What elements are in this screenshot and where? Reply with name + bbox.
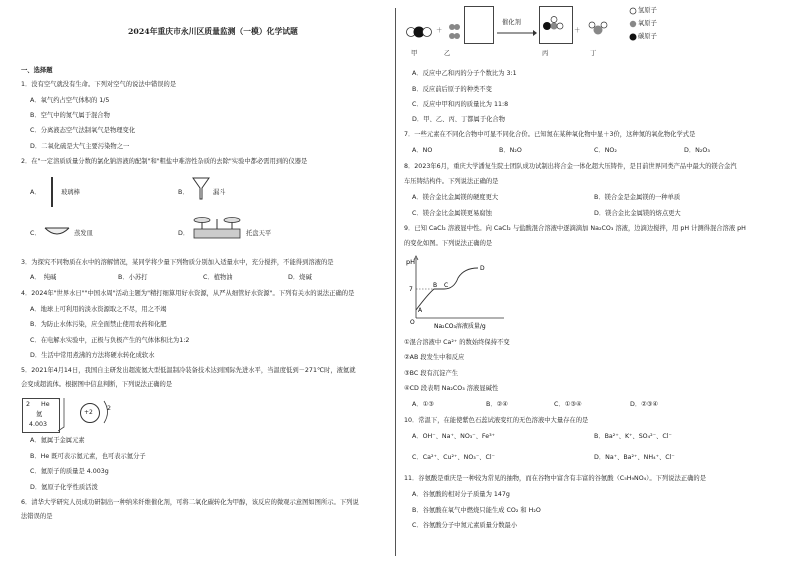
electron-count: 2 [107,405,112,412]
q8-option-d: D．镁合金比金属镁的熔点更大 [594,210,681,217]
q4-option-a: A．地球上可利用的淡水资源取之不尽，用之不竭 [30,306,167,313]
element-cell-3d-edge [58,398,66,437]
q5-option-a: A．氦属于金属元素 [30,437,85,444]
funnel-icon [192,176,210,203]
q3-option-b: B．小苏打 [118,274,148,281]
graph-tick-7: 7 [409,286,413,293]
q9-option-d: D．②③④ [630,401,659,408]
question-11-stem: 11．谷氨酸是重庆是一种较为常见的抽物，而在谷物中富含有丰富的谷氨酸（C₅H₉NO₄）。下列说法正确的是 [404,475,706,482]
q8-option-c: C．镁合金比金属镁更易腐蚀 [412,210,492,217]
q8-option-a: A．镁合金比金属镁的硬度更大 [412,194,499,201]
graph-point-b: B [433,282,438,289]
q2-label-c: 蒸发皿 [74,230,93,237]
label-ding: 丁 [590,50,597,57]
q4-option-d: D．生活中常用煮沸的方法将硬水转化成软水 [30,352,155,359]
q7-option-d: D．N₂O₃ [684,147,710,154]
question-8-stem-line-1: 8．2023年6月，重庆大学潘复生院士团队成功试制出将合金一体化超大压铸件，是目前世界同类产品中最大的镁合金汽 [404,163,737,170]
q5-option-d: D．氦原子化学性质活泼 [30,484,98,491]
reactants-box [464,6,494,44]
section-heading: 一、选择题 [21,67,53,74]
q2-label-d: 托盘天平 [246,230,272,237]
legend-oxygen-icon [629,20,637,31]
question-8-stem-line-2: 车压铸结构件。下列说法正确的是 [404,178,499,185]
legend-hydrogen-icon [629,7,637,18]
q5-option-b: B．He 既可表示氦元素，也可表示氦分子 [30,453,146,460]
graph-origin: O [410,319,415,326]
question-9-stem-line-1: 9．已知 CaCl₂ 溶液显中性。向 CaCl₂ 与盐酸混合溶液中逐滴滴加 Na₂CO₃ 溶液，边滴边搅拌，用 pH 计测得混合溶液 pH [404,225,746,232]
label-yi: 乙 [444,50,451,57]
q1-option-a: A．氧气约占空气体积的 1/5 [30,97,110,104]
question-7-stem: 7．一些元素在不同化合物中可显不同化合价。已知氮在某种氧化物中显＋3价，这种氮的氧化物化学式是 [404,131,696,138]
catalyst-label: 催化剂 [502,19,521,26]
q2-option-c: C． [30,230,41,237]
q9-option-a: A．①③ [412,401,434,408]
question-5-stem-line-1: 5．2021年4月14日，我国自主研发出超流氦大型低温制冷装备技术达到国际先进水平，当温度低到－271℃时，液氦就 [21,367,356,374]
legend-carbon: 碳原子 [638,33,657,40]
q10-option-a: A．OH⁻、Na⁺、NO₃⁻、Fe³⁺ [412,433,495,440]
legend-carbon-icon [629,33,637,44]
q8-option-b: B．镁合金是金属镁的一种单质 [594,194,681,201]
q7-option-c: C．NO₂ [594,147,617,154]
element-symbol: He [41,401,50,408]
q9-statement-1: ①混合溶液中 Ca²⁺ 的数始终保持不变 [404,339,510,346]
q3-option-a: A． 纯碱 [30,274,57,281]
q11-option-a: A．谷氨酸的相对分子质量为 147g [412,491,510,498]
legend-oxygen: 氧原子 [638,20,657,27]
q6-option-b: B．反应前后原子的种类不变 [412,86,492,93]
q9-statement-2: ②AB 段发生中和反应 [404,354,465,361]
question-9-stem-line-2: 的变化如图。下列说法正确的是 [404,240,493,247]
q9-statement-3: ③BC 段有沉淀产生 [404,370,459,377]
page-title: 2024年重庆市永川区质量监测（一模）化学试题 [128,27,298,36]
q9-option-c: C．①③④ [554,401,582,408]
q2-option-a: A． [30,189,41,196]
q2-option-d: D． [178,230,190,237]
reaction-arrow [497,29,537,40]
graph-ylabel: pH [406,258,416,266]
question-6-stem-line-1: 6．清华大学研究人员成功研制出一种纳米纤维催化剂，可将二氧化碳转化为甲醇，该反应的微观示意图如图所示。下列说 [21,499,359,506]
atomic-mass: 4.003 [29,421,48,428]
q1-option-c: C．分离液态空气法制氧气是物理变化 [30,127,136,134]
product-d-molecule [587,20,609,39]
question-2-stem: 2．在"一定溶质质量分数的氯化钠溶液的配制"和"粗盐中难溶性杂质的去除"实验中都必需用到的仪器是 [21,158,308,165]
right-column [404,0,778,562]
q9-statement-4: ④CD 段表明 Na₂CO₃ 溶液显碱性 [404,385,499,392]
product-c-molecule [542,16,568,39]
label-jia: 甲 [411,50,418,57]
q1-option-b: B．空气中的氮气属于混合物 [30,112,110,119]
element-name: 氦 [36,411,43,418]
label-bing: 丙 [542,50,549,57]
q10-option-c: C．Ca²⁺、Cu²⁺、NO₃⁻、Cl⁻ [412,454,495,461]
plus-sign-2: ＋ [574,27,581,34]
q4-option-c: C．在电解水实验中，正极与负极产生的气体体积比为1:2 [30,337,190,344]
question-1-stem: 1．没有空气就没有生命。下列对空气的说法中错误的是 [21,81,177,88]
q6-option-c: C．反应中甲和丙的质量比为 11:8 [412,101,509,108]
q7-option-a: A．NO [412,147,433,154]
question-6-stem-line-2: 法错误的是 [21,513,53,520]
q11-option-c: C．谷氨酸分子中氮元素质量分数最小 [412,522,518,529]
q6-option-d: D．甲、乙、丙、丁都属于化合物 [412,116,506,123]
q2-label-b: 漏斗 [213,189,226,196]
element-cell-helium [22,398,60,433]
graph-point-a: A [418,307,423,314]
evaporating-dish-icon [44,225,70,242]
q7-option-b: B．N₂O [499,147,522,154]
question-5-stem-line-2: 会变成超流体。根据图中信息判断，下列说法正确的是 [21,381,173,388]
q5-option-c: C．氦原子的质量是 4.003g [30,468,109,475]
q2-label-a: 玻璃棒 [61,189,80,196]
graph-point-d: D [480,265,485,272]
legend-hydrogen: 氢原子 [638,7,657,14]
question-4-stem: 4．2024年"世界水日""中国水周"活动主题为"精打细算用好水资源，从严从细管好水资源"。下列有关水的说法正确的是 [21,290,355,297]
graph-point-c: C [444,282,449,289]
q4-option-b: B．为防止水体污染，应全面禁止使用农药和化肥 [30,321,167,328]
atomic-number: 2 [26,401,31,408]
left-column [18,0,386,562]
balance-icon [192,215,242,244]
q3-option-d: D．烧碱 [288,274,312,281]
q2-option-b: B． [178,189,189,196]
glass-rod-icon [48,176,56,211]
question-10-stem: 10．常温下，在能使紫色石蕊试液变红的无色溶液中大量存在的是 [404,417,589,424]
q10-option-d: D．Na⁺、Ba²⁺、NH₄⁺、Cl⁻ [594,454,675,461]
q9-option-b: B．②④ [486,401,508,408]
plus-sign-1: ＋ [436,27,443,34]
ph-graph [404,252,514,335]
graph-xlabel: Na₂CO₃溶液质量/g [434,323,486,330]
q1-option-d: D．二氧化硫是大气主要污染物之一 [30,143,130,150]
q11-option-b: B．谷氨酸在氧气中燃烧只能生成 CO₂ 和 H₂O [412,507,541,514]
nucleus-circle [80,403,100,423]
q3-option-c: C．植物油 [203,274,233,281]
question-3-stem: 3．为探究不同物质在水中的溶解情况，某同学将少量下列物质分别加入适量水中，充分搅拌，不能得到溶液的是 [21,259,334,266]
q6-option-a: A．反应中乙和丙的分子个数比为 3:1 [412,70,517,77]
nucleus-charge: +2 [84,409,93,416]
column-divider [395,8,396,556]
q10-option-b: B．Ba²⁺、K⁺、SO₄²⁻、Cl⁻ [594,433,672,440]
